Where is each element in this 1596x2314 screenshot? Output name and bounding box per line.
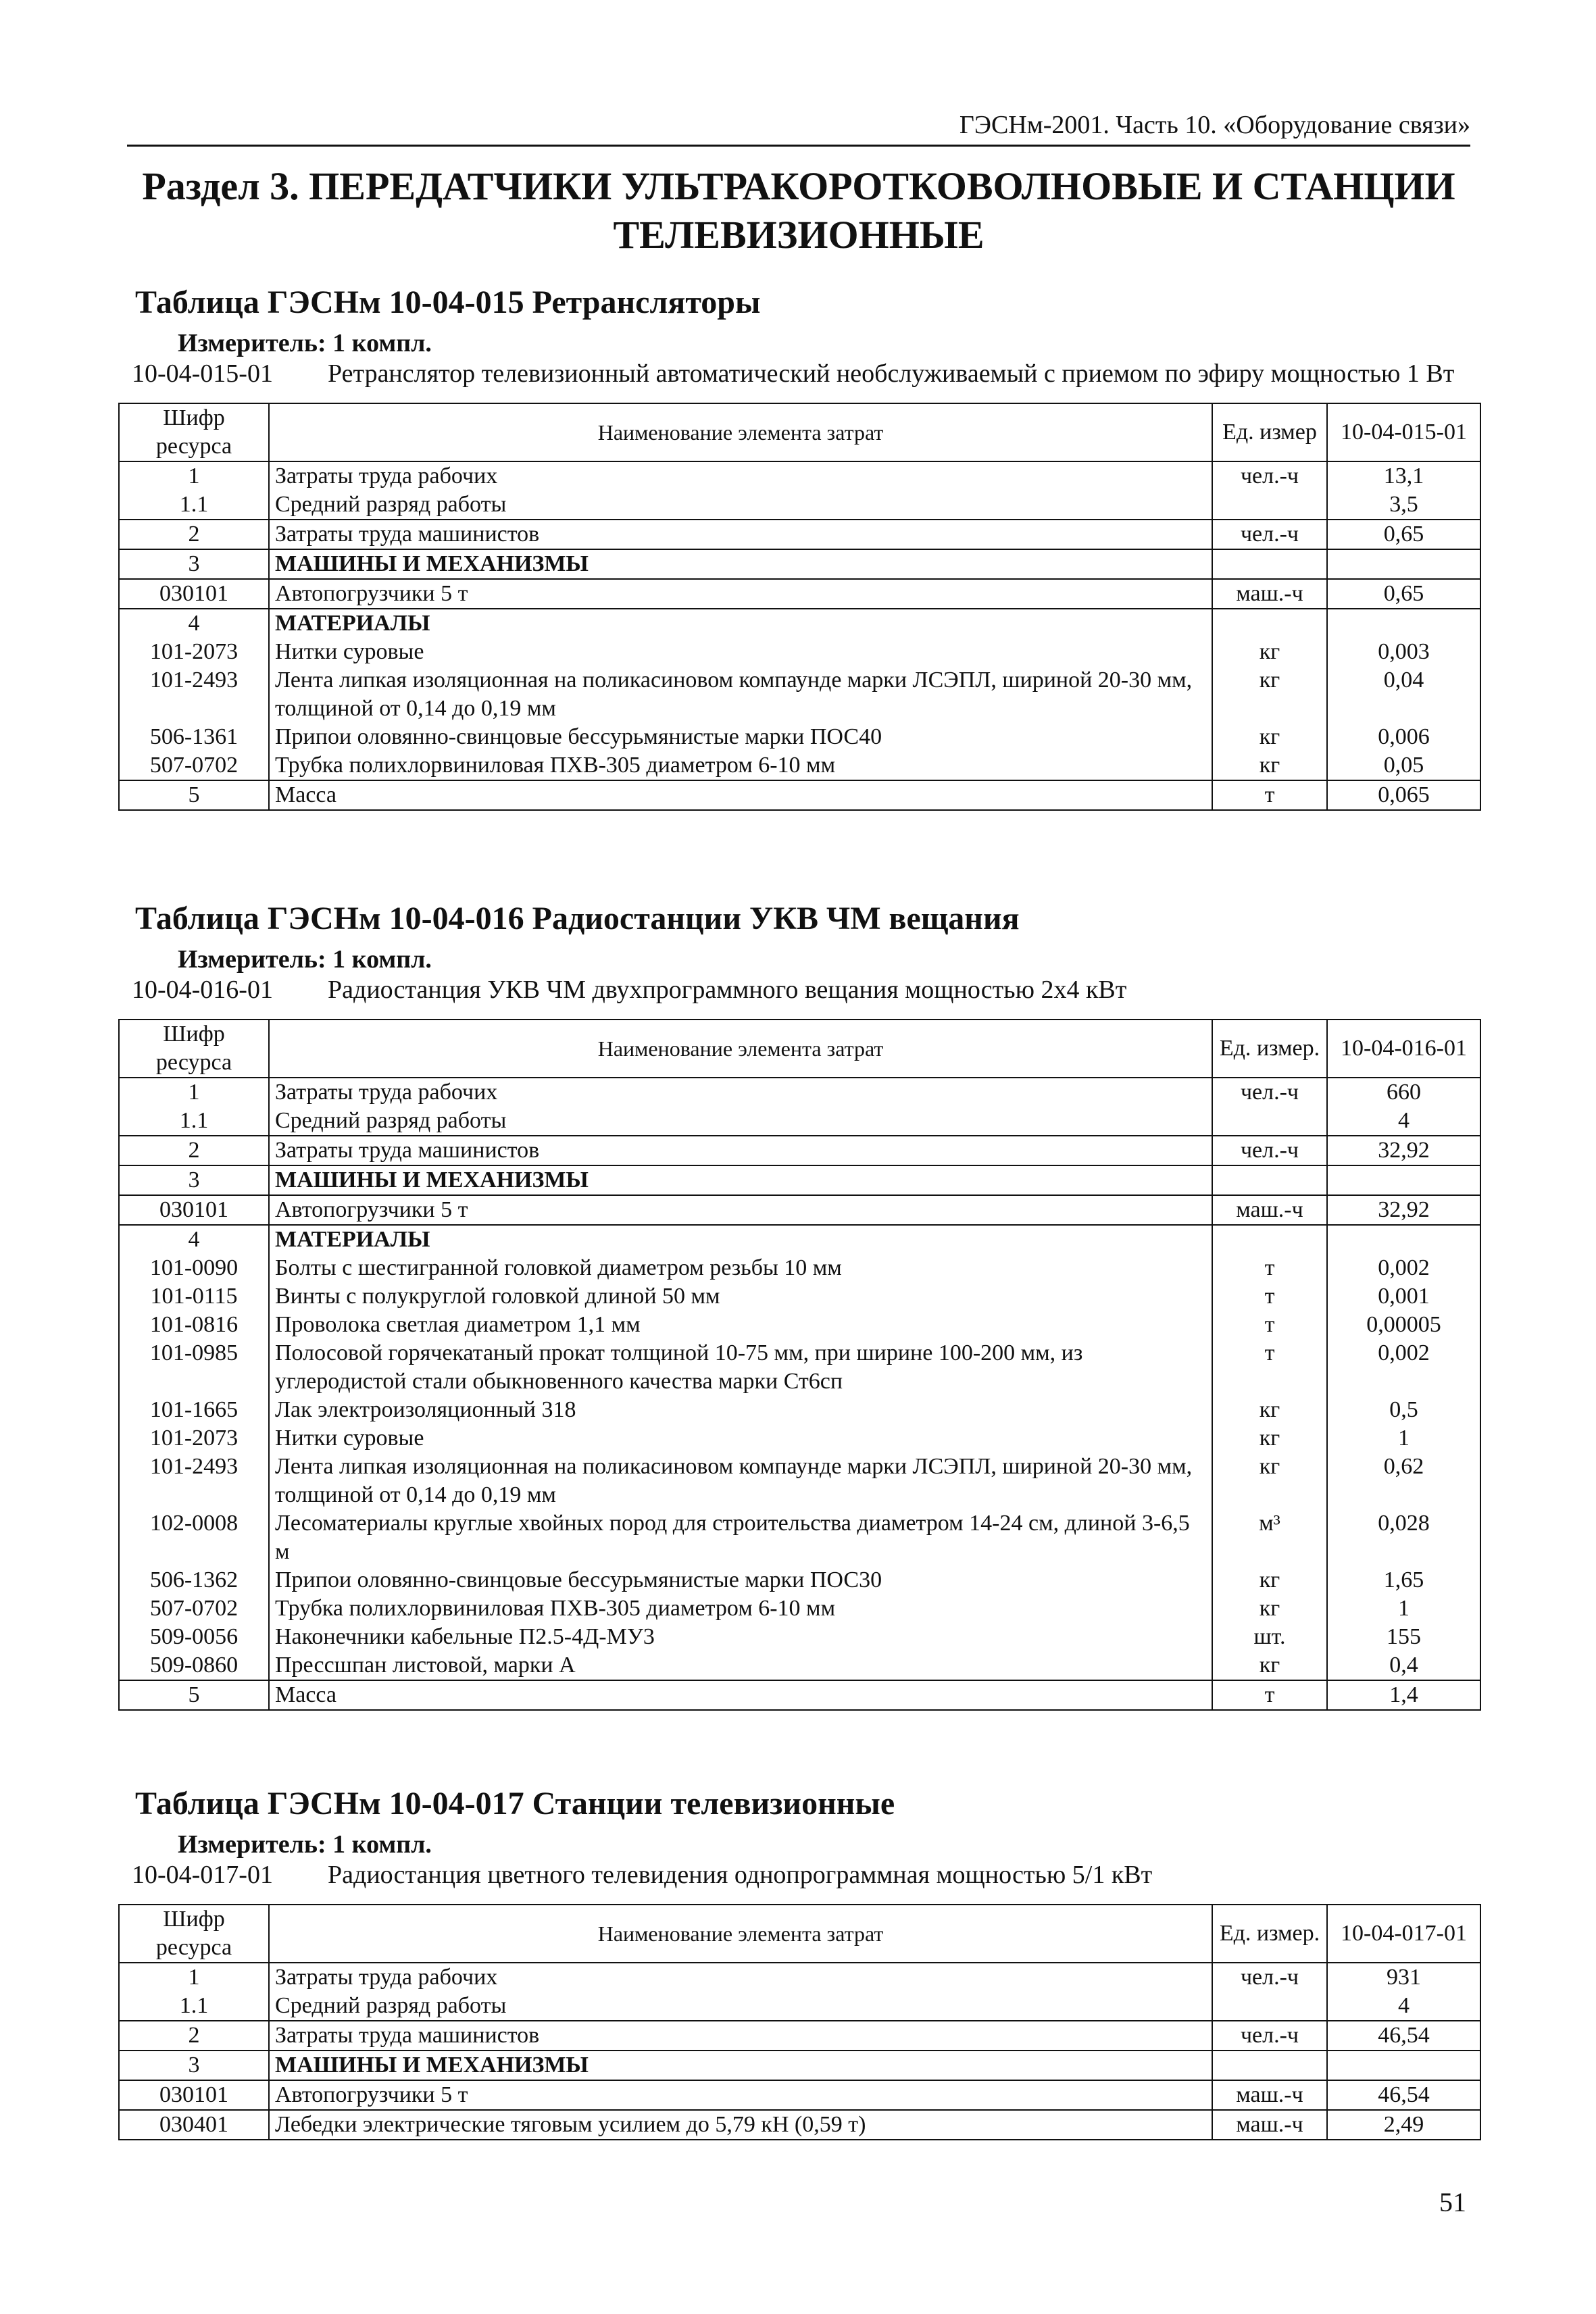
table-block-015 xyxy=(118,282,1480,811)
cell-name: Лебедки электрические тяговым усилием до 5,79 кН (0,59 т) xyxy=(269,2110,1212,2140)
header-code: Шифр ресурса xyxy=(119,403,269,461)
cell-name: Масса xyxy=(269,1680,1212,1710)
cell-unit: кг xyxy=(1212,1396,1327,1424)
cell-unit: т xyxy=(1212,1311,1327,1339)
cell-value: 0,05 xyxy=(1327,751,1480,780)
cell-name: Лента липкая изоляционная на поликасиновом компаунде марки ЛСЭПЛ, шириной 20-30 мм, толщиной от 0,14 до 0,19 мм xyxy=(269,1453,1212,1509)
cell-code: 2 xyxy=(119,520,269,549)
table-row xyxy=(119,751,1480,780)
table-row xyxy=(119,1509,1480,1566)
table-row xyxy=(119,2021,1480,2051)
table-row xyxy=(119,1594,1480,1623)
cell-value: 0,65 xyxy=(1327,579,1480,609)
cell-unit: м³ xyxy=(1212,1509,1327,1566)
cell-value: 660 xyxy=(1327,1078,1480,1107)
table-header-row xyxy=(119,403,1480,461)
header-value: 10-04-017-01 xyxy=(1327,1905,1480,1963)
cell-unit xyxy=(1212,1225,1327,1254)
cell-value: 2,49 xyxy=(1327,2110,1480,2140)
cell-code: 506-1361 xyxy=(119,723,269,751)
cell-name: МАШИНЫ И МЕХАНИЗМЫ xyxy=(269,1165,1212,1195)
cell-value: 0,65 xyxy=(1327,520,1480,549)
cell-name: Прессшпан листовой, марки А xyxy=(269,1651,1212,1680)
cell-unit xyxy=(1212,1107,1327,1136)
cell-name: Автопогрузчики 5 т xyxy=(269,579,1212,609)
cell-code: 3 xyxy=(119,2051,269,2080)
cell-code: 101-0090 xyxy=(119,1254,269,1282)
header-name: Наименование элемента затрат xyxy=(269,1905,1212,1963)
cell-value: 1,65 xyxy=(1327,1566,1480,1594)
cell-name: Затраты труда рабочих xyxy=(269,461,1212,491)
cell-code: 1.1 xyxy=(119,1992,269,2021)
work-description: Ретранслятор телевизионный автоматический необслуживаемый с приемом по эфиру мощностью 1 Вт xyxy=(328,359,1455,388)
table-row xyxy=(119,1623,1480,1651)
cell-unit: чел.-ч xyxy=(1212,1963,1327,1992)
cell-name: Нитки суровые xyxy=(269,1424,1212,1453)
cell-value: 0,028 xyxy=(1327,1509,1480,1566)
cell-code: 101-1665 xyxy=(119,1396,269,1424)
cell-unit: маш.-ч xyxy=(1212,1195,1327,1225)
table-row xyxy=(119,461,1480,491)
cell-name: Трубка полихлорвиниловая ПХВ-305 диаметром 6-10 мм xyxy=(269,1594,1212,1623)
table-row xyxy=(119,609,1480,638)
cell-name: Средний разряд работы xyxy=(269,1992,1212,2021)
cell-unit xyxy=(1212,1165,1327,1195)
header-name: Наименование элемента затрат xyxy=(269,1020,1212,1078)
cell-code: 030101 xyxy=(119,2080,269,2110)
table-row xyxy=(119,549,1480,579)
header-unit: Ед. измер. xyxy=(1212,1905,1327,1963)
cell-unit: маш.-ч xyxy=(1212,579,1327,609)
cell-name: Наконечники кабельные П2.5-4Д-МУ3 xyxy=(269,1623,1212,1651)
table-row xyxy=(119,1992,1480,2021)
table-row xyxy=(119,1396,1480,1424)
table-row xyxy=(119,638,1480,666)
table-row xyxy=(119,1078,1480,1107)
cell-value: 4 xyxy=(1327,1107,1480,1136)
work-code: 10-04-016-01 xyxy=(132,976,273,1004)
cell-code: 102-0008 xyxy=(119,1509,269,1566)
table-row xyxy=(119,1107,1480,1136)
cell-unit: маш.-ч xyxy=(1212,2080,1327,2110)
cell-name: Болты с шестигранной головкой диаметром резьбы 10 мм xyxy=(269,1254,1212,1282)
cell-name: Нитки суровые xyxy=(269,638,1212,666)
cell-unit: кг xyxy=(1212,1594,1327,1623)
resource-table xyxy=(118,1019,1481,1711)
header-unit: Ед. измер. xyxy=(1212,1020,1327,1078)
cell-code: 3 xyxy=(119,549,269,579)
cell-value: 0,4 xyxy=(1327,1651,1480,1680)
table-header-row xyxy=(119,1905,1480,1963)
cell-code: 101-0985 xyxy=(119,1339,269,1396)
table-block-016 xyxy=(118,899,1480,1711)
cell-code: 1 xyxy=(119,1963,269,1992)
cell-code: 1 xyxy=(119,461,269,491)
table-row xyxy=(119,1165,1480,1195)
cell-value: 1 xyxy=(1327,1594,1480,1623)
cell-unit: кг xyxy=(1212,1453,1327,1509)
cell-name: Затраты труда машинистов xyxy=(269,2021,1212,2051)
table-row xyxy=(119,1225,1480,1254)
work-description: Радиостанция цветного телевидения однопрограммная мощностью 5/1 кВт xyxy=(328,1861,1153,1889)
cell-value xyxy=(1327,1225,1480,1254)
running-header: ГЭСНм-2001. Часть 10. «Оборудование связи» xyxy=(127,108,1470,147)
cell-name: МАТЕРИАЛЫ xyxy=(269,609,1212,638)
cell-code: 030101 xyxy=(119,1195,269,1225)
cell-value: 0,04 xyxy=(1327,666,1480,723)
cell-name: Трубка полихлорвиниловая ПХВ-305 диаметром 6-10 мм xyxy=(269,751,1212,780)
cell-value: 4 xyxy=(1327,1992,1480,2021)
cell-name: Масса xyxy=(269,780,1212,810)
cell-name: Припои оловянно-свинцовые бессурьмянистые марки ПОС30 xyxy=(269,1566,1212,1594)
table-row xyxy=(119,1254,1480,1282)
cell-name: Полосовой горячекатаный прокат толщиной 10-75 мм, при ширине 100-200 мм, из углеродистой стали обыкновенного качества марки Ст6сп xyxy=(269,1339,1212,1396)
cell-value: 931 xyxy=(1327,1963,1480,1992)
cell-code: 101-2493 xyxy=(119,666,269,723)
resource-table xyxy=(118,1904,1481,2140)
table-header-row xyxy=(119,1020,1480,1078)
cell-unit: чел.-ч xyxy=(1212,520,1327,549)
cell-value xyxy=(1327,609,1480,638)
cell-code: 3 xyxy=(119,1165,269,1195)
table-row xyxy=(119,2110,1480,2140)
cell-unit: т xyxy=(1212,1680,1327,1710)
cell-name: Лента липкая изоляционная на поликасиновом компаунде марки ЛСЭПЛ, шириной 20-30 мм, толщиной от 0,14 до 0,19 мм xyxy=(269,666,1212,723)
cell-value: 0,00005 xyxy=(1327,1311,1480,1339)
header-value: 10-04-015-01 xyxy=(1327,403,1480,461)
table-row xyxy=(119,1136,1480,1165)
cell-name: Затраты труда рабочих xyxy=(269,1078,1212,1107)
cell-value xyxy=(1327,2051,1480,2080)
table-row xyxy=(119,1963,1480,1992)
table-row xyxy=(119,780,1480,810)
cell-name: Лесоматериалы круглые хвойных пород для строительства диаметром 14-24 см, длиной 3-6,5 м xyxy=(269,1509,1212,1566)
table-title: Таблица ГЭСНм 10-04-016 Радиостанции УКВ ЧМ вещания xyxy=(135,901,1020,936)
table-row xyxy=(119,2080,1480,2110)
cell-code: 5 xyxy=(119,1680,269,1710)
header-code: Шифр ресурса xyxy=(119,1905,269,1963)
section-title: Раздел 3. ПЕРЕДАТЧИКИ УЛЬТРАКОРОТКОВОЛНОВЫЕ И СТАНЦИИ ТЕЛЕВИЗИОННЫЕ xyxy=(142,164,1455,257)
cell-code: 5 xyxy=(119,780,269,810)
cell-unit: чел.-ч xyxy=(1212,2021,1327,2051)
cell-unit xyxy=(1212,2051,1327,2080)
cell-value: 32,92 xyxy=(1327,1195,1480,1225)
table-row xyxy=(119,491,1480,520)
cell-unit xyxy=(1212,549,1327,579)
cell-unit: кг xyxy=(1212,638,1327,666)
cell-code: 101-2493 xyxy=(119,1453,269,1509)
cell-value: 0,002 xyxy=(1327,1254,1480,1282)
header-unit: Ед. измер xyxy=(1212,403,1327,461)
cell-value: 0,003 xyxy=(1327,638,1480,666)
table-row xyxy=(119,2051,1480,2080)
cell-code: 506-1362 xyxy=(119,1566,269,1594)
cell-unit: т xyxy=(1212,1282,1327,1311)
cell-code: 030401 xyxy=(119,2110,269,2140)
cell-value: 32,92 xyxy=(1327,1136,1480,1165)
cell-name: Винты с полукруглой головкой длиной 50 мм xyxy=(269,1282,1212,1311)
cell-name: Лак электроизоляционный 318 xyxy=(269,1396,1212,1424)
cell-name: Автопогрузчики 5 т xyxy=(269,1195,1212,1225)
cell-value: 0,006 xyxy=(1327,723,1480,751)
cell-name: Припои оловянно-свинцовые бессурьмянистые марки ПОС40 xyxy=(269,723,1212,751)
cell-unit: чел.-ч xyxy=(1212,1078,1327,1107)
cell-name: Средний разряд работы xyxy=(269,491,1212,520)
work-code-line xyxy=(132,974,1480,1005)
cell-code: 101-0816 xyxy=(119,1311,269,1339)
cell-name: Затраты труда машинистов xyxy=(269,1136,1212,1165)
cell-code: 030101 xyxy=(119,579,269,609)
table-title: Таблица ГЭСНм 10-04-015 Ретрансляторы xyxy=(135,284,761,320)
page-number: 51 xyxy=(1439,2187,1466,2217)
table-row xyxy=(119,1311,1480,1339)
cell-code: 2 xyxy=(119,2021,269,2051)
cell-code: 2 xyxy=(119,1136,269,1165)
table-row xyxy=(119,723,1480,751)
cell-code: 1.1 xyxy=(119,491,269,520)
cell-unit xyxy=(1212,1992,1327,2021)
cell-value: 46,54 xyxy=(1327,2021,1480,2051)
header-name: Наименование элемента затрат xyxy=(269,403,1212,461)
cell-code: 1.1 xyxy=(119,1107,269,1136)
table-row xyxy=(119,1566,1480,1594)
cell-name: МАШИНЫ И МЕХАНИЗМЫ xyxy=(269,2051,1212,2080)
cell-value: 0,62 xyxy=(1327,1453,1480,1509)
work-code-line xyxy=(132,358,1480,389)
cell-name: Средний разряд работы xyxy=(269,1107,1212,1136)
cell-unit: шт. xyxy=(1212,1623,1327,1651)
cell-value: 1 xyxy=(1327,1424,1480,1453)
cell-value: 1,4 xyxy=(1327,1680,1480,1710)
cell-name: Проволока светлая диаметром 1,1 мм xyxy=(269,1311,1212,1339)
table-row xyxy=(119,1424,1480,1453)
cell-unit: т xyxy=(1212,780,1327,810)
work-code: 10-04-017-01 xyxy=(132,1861,273,1889)
work-code-line xyxy=(132,1859,1480,1890)
cell-value: 0,002 xyxy=(1327,1339,1480,1396)
work-code: 10-04-015-01 xyxy=(132,359,273,388)
cell-code: 4 xyxy=(119,1225,269,1254)
cell-value: 3,5 xyxy=(1327,491,1480,520)
header-code: Шифр ресурса xyxy=(119,1020,269,1078)
cell-code: 509-0056 xyxy=(119,1623,269,1651)
cell-unit: т xyxy=(1212,1254,1327,1282)
resource-table xyxy=(118,403,1481,811)
meter-label: Измеритель: 1 компл. xyxy=(178,329,432,357)
cell-unit: маш.-ч xyxy=(1212,2110,1327,2140)
cell-code: 4 xyxy=(119,609,269,638)
cell-value: 0,5 xyxy=(1327,1396,1480,1424)
table-row xyxy=(119,666,1480,723)
table-row xyxy=(119,1453,1480,1509)
meter-label: Измеритель: 1 компл. xyxy=(178,945,432,974)
cell-value xyxy=(1327,549,1480,579)
cell-unit: кг xyxy=(1212,1424,1327,1453)
cell-unit: кг xyxy=(1212,1651,1327,1680)
cell-name: Затраты труда машинистов xyxy=(269,520,1212,549)
cell-unit: чел.-ч xyxy=(1212,1136,1327,1165)
cell-unit: кг xyxy=(1212,666,1327,723)
table-row xyxy=(119,1195,1480,1225)
cell-code: 101-2073 xyxy=(119,1424,269,1453)
cell-code: 1 xyxy=(119,1078,269,1107)
cell-name: МАШИНЫ И МЕХАНИЗМЫ xyxy=(269,549,1212,579)
cell-unit: чел.-ч xyxy=(1212,461,1327,491)
cell-unit: т xyxy=(1212,1339,1327,1396)
cell-code: 507-0702 xyxy=(119,1594,269,1623)
cell-name: Автопогрузчики 5 т xyxy=(269,2080,1212,2110)
cell-code: 507-0702 xyxy=(119,751,269,780)
cell-code: 509-0860 xyxy=(119,1651,269,1680)
cell-name: Затраты труда рабочих xyxy=(269,1963,1212,1992)
cell-value: 0,001 xyxy=(1327,1282,1480,1311)
cell-value: 46,54 xyxy=(1327,2080,1480,2110)
table-row xyxy=(119,1680,1480,1710)
table-row xyxy=(119,1282,1480,1311)
cell-value: 0,065 xyxy=(1327,780,1480,810)
header-value: 10-04-016-01 xyxy=(1327,1020,1480,1078)
table-row xyxy=(119,1651,1480,1680)
table-row xyxy=(119,1339,1480,1396)
work-description: Радиостанция УКВ ЧМ двухпрограммного вещания мощностью 2х4 кВт xyxy=(328,976,1127,1004)
table-block-017 xyxy=(118,1784,1480,2140)
table-row xyxy=(119,520,1480,549)
table-row xyxy=(119,579,1480,609)
cell-unit: кг xyxy=(1212,751,1327,780)
cell-unit xyxy=(1212,609,1327,638)
cell-code: 101-2073 xyxy=(119,638,269,666)
table-title: Таблица ГЭСНм 10-04-017 Станции телевизионные xyxy=(135,1786,895,1821)
meter-label: Измеритель: 1 компл. xyxy=(178,1830,432,1859)
cell-value: 13,1 xyxy=(1327,461,1480,491)
cell-unit: кг xyxy=(1212,1566,1327,1594)
cell-value xyxy=(1327,1165,1480,1195)
cell-unit: кг xyxy=(1212,723,1327,751)
cell-value: 155 xyxy=(1327,1623,1480,1651)
cell-code: 101-0115 xyxy=(119,1282,269,1311)
cell-name: МАТЕРИАЛЫ xyxy=(269,1225,1212,1254)
cell-unit xyxy=(1212,491,1327,520)
